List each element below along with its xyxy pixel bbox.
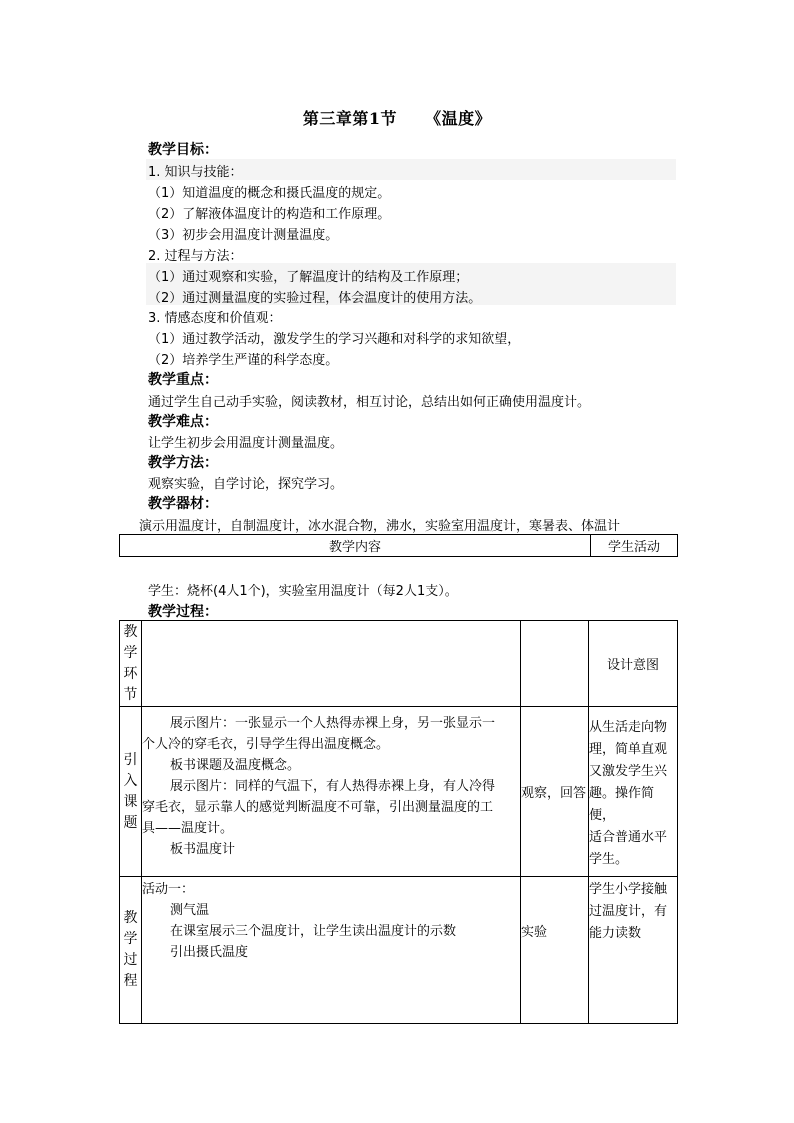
intent-cell [589,707,678,877]
stage-char: 程 [123,973,138,989]
objectives-heading: 教学目标： [148,142,218,158]
intent-line: 过温度计，有 [589,904,668,919]
content-line: 展示图片：一张显示一个人热得赤裸上身，另一张显示一 [170,716,496,731]
content-line: 引出摄氏温度 [170,945,249,960]
stage-char: 课 [123,793,138,810]
stage-char: 学 [123,644,138,661]
activity-cell: 观察，回答 [521,707,589,877]
stage-char: 引 [123,751,138,768]
intent-line: 能力读数 [589,926,642,941]
intent-line: 适合普通水平 [589,830,668,845]
objective-line: 2. 过程与方法： [148,249,243,264]
intent-line: 趣。操作简便， [589,786,655,823]
key-points-heading: 教学重点： [148,372,218,388]
content-line: 在课室展示三个温度计，让学生读出温度计的示数 [170,924,457,939]
content-line: 展示图片：同样的气温下，有人热得赤裸上身，有人冷得 [170,779,496,794]
equipment-text: 演示用温度计，自制温度计，冰水混合物，沸水，实验室用温度计，寒暑表、体温计 [139,519,621,534]
content-line: 测气温 [170,903,210,918]
methods-heading: 教学方法： [148,455,218,471]
objective-line: （1）知道温度的概念和摄氏温度的规定。 [148,186,391,201]
table-header-row [120,621,678,707]
intent-line: 从生活走向物 [589,720,668,735]
objective-line: 1. 知识与技能： [148,165,243,180]
chapter-label: 第三章第1节 [302,109,398,128]
process-heading: 教学过程： [148,604,218,620]
stage-header [120,621,142,707]
key-points-text: 通过学生自己动手实验，阅读教材，相互讨论，总结出如何正确使用温度计。 [148,395,591,410]
intent-line: 又激发学生兴 [589,764,668,779]
content-cell [142,707,521,877]
content-header: 教学内容 [120,535,591,557]
activity-header-cell [521,621,589,707]
content-header-cell [142,621,521,707]
stage-char: 过 [123,952,138,968]
content-line: 个人冷的穿毛衣，引导学生得出温度概念。 [142,737,390,752]
objective-line: （2）培养学生严谨的科学态度。 [148,353,339,368]
objective-line: （2）了解液体温度计的构造和工作原理。 [148,207,391,222]
intent-header: 设计意图 [589,621,678,707]
intent-line: 学生。 [589,852,629,867]
stage-char: 学 [123,931,138,947]
equipment-heading: 教学器材： [148,496,218,512]
table-row [120,707,678,877]
stage-char: 教 [123,623,138,640]
objective-line: （3）初步会用温度计测量温度。 [148,228,339,243]
table-row [120,877,678,1024]
stage-char: 题 [123,814,138,831]
intent-line: 理，简单直观 [589,742,668,757]
content-line: 板书课题及温度概念。 [170,758,301,773]
intent-cell [589,877,678,1024]
activity-cell: 实验 [521,877,589,1024]
objective-line: （1）通过教学活动，激发学生的学习兴趣和对科学的求知欲望， [148,332,521,347]
stage-char: 教 [123,910,138,926]
content-line: 活动一： [142,882,195,897]
process-table [119,620,678,1024]
students-materials: 学生：烧杯(4人1个)，实验室用温度计（每2人1支）。 [148,584,458,599]
stage-char: 环 [123,665,138,682]
stage-char: 入 [123,772,138,789]
content-line: 具——温度计。 [142,821,234,836]
objective-line: 3. 情感态度和价值观： [148,311,282,326]
intent-line: 学生小学接触 [589,882,668,897]
difficulties-heading: 教学难点： [148,414,218,430]
content-line: 板书温度计 [170,842,236,857]
objective-line: （1）通过观察和实验，了解温度计的结构及工作原理； [148,270,469,285]
content-activity-table [119,534,678,557]
methods-text: 观察实验，自学讨论，探究学习。 [148,477,344,492]
activity-header: 学生活动 [591,535,678,557]
objective-line: （2）通过测量温度的实验过程，体会温度计的使用方法。 [148,291,482,306]
topic-label: 《温度》 [425,109,492,128]
content-cell [142,877,521,1024]
page-title [0,106,794,129]
stage-char: 节 [123,686,138,703]
difficulties-text: 让学生初步会用温度计测量温度。 [148,436,344,451]
content-line: 穿毛衣，显示靠人的感觉判断温度不可靠，引出测量温度的工 [142,800,494,815]
stage-cell [120,707,142,877]
stage-cell [120,877,142,1024]
